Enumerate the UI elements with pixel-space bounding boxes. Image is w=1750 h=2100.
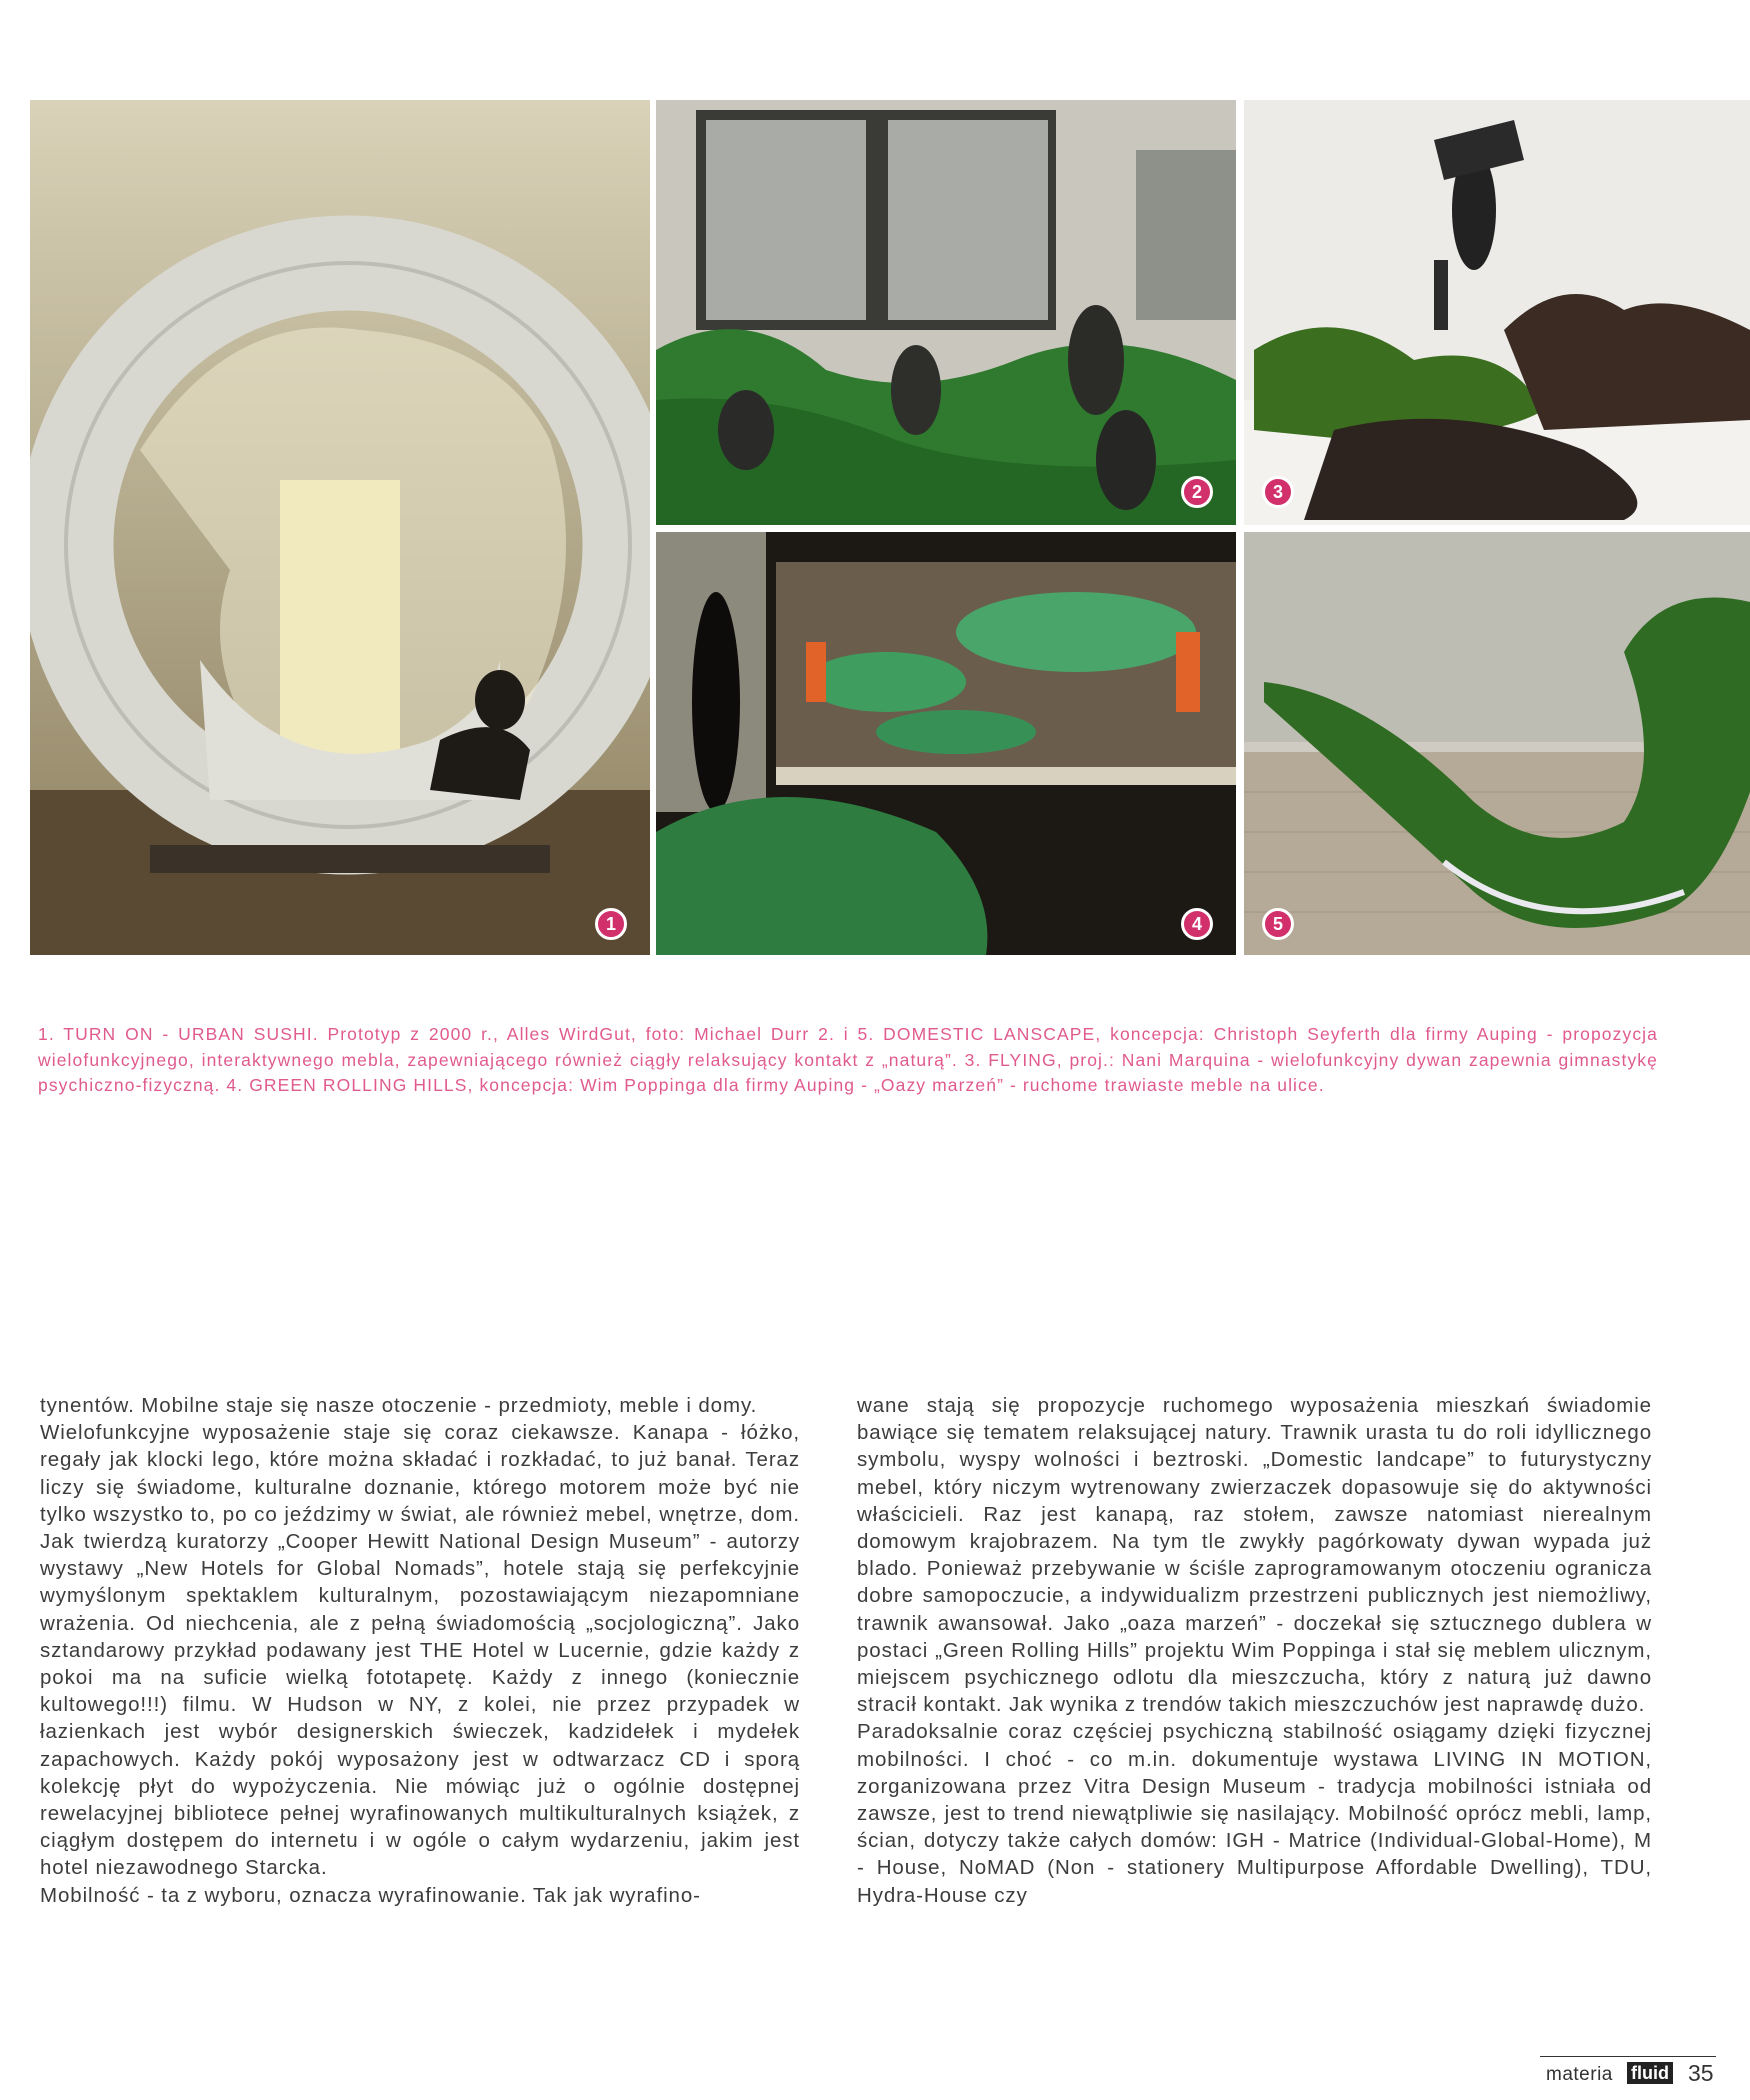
domestic-landscape-room-image [656, 100, 1236, 525]
urban-sushi-wheel-image [30, 100, 650, 955]
article-column-left [40, 1392, 800, 1909]
article-column-right [857, 1392, 1652, 1909]
paragraph: Wielofunkcyjne wyposażenie staje się coraz ciekawsze. Kanapa - łóżko, regały jak klocki lego, które można składać i rozkładać, to już banał. Teraz liczy się świadome, kulturalne doznanie, którego motorem może być nie tylko wszystko to, po co jeździmy w świat, ale również mebel, wnętrze, dom. Jak twierdzą kuratorzy „Cooper Hewitt National Design Museum” - autorzy wystawy „New Hotels for Global Nomads”, hotele stają się perfekcyjnie wymyślonym spektaklem kulturalnym, pozostawiającym niezapomniane wrażenia. Od niechcenia, ale z pełną świadomością „socjologiczną”. Jako sztandarowy przykład podawany jest THE Hotel w Lucernie, gdzie każdy z pokoi ma na suficie wielką fototapetę. Każdy z innego (koniecznie kultowego!!!) filmu. W Hudson w NY, z kolei, nie przez przypadek w łazienkach jest wybór designerskich świeczek, kadzidełek i mydełek zapachowych. Każdy pokój wyposażony jest w odtwarzacz CD i sporą kolekcję płyt do wypożyczenia. Nie mówiąc już o ogólnie dostępnej rewelacyjnej bibliotece pełnej wyrafinowanych multikulturalnych książek, z ciągłym dostępem do internetu i w ogóle o całym wydarzeniu, jakim jest hotel niezawodnego Starcka. [40, 1421, 800, 1880]
page-footer [1540, 2056, 1716, 2086]
paragraph: Paradoksalnie coraz częściej psychiczną stabilność osiągamy dzięki fizycznej mobilności. I choć - co m.in. dokumentuje wystawa LIVING IN MOTION, zorganizowana przez Vitra Design Museum - tradycja mobilności istniała od zawsze, jest to trend niewątpliwie się nasilający. Mobilność oprócz mebli, lamp, ścian, dotyczy także całych domów: IGH - Matrice (Individual-Global-Home), M - House, NoMAD (Non - stationery Multipurpose Affordable Dwelling), TDU, Hydra-House czy [857, 1720, 1652, 1907]
photo-caption: 1. TURN ON - URBAN SUSHI. Prototyp z 2000 r., Alles WirdGut, foto: Michael Durr 2. i 5. DOMESTIC LANSCAPE, koncepcja: Christoph Seyferth dla firmy Auping - propozycja wielofunkcyjnego, interaktywnego mebla, zapewniającego również ciągły relaksujący kontakt z „naturą”. 3. FLYING, proj.: Nani Marquina - wielofunkcyjny dywan zapewnia gimnastykę psychiczno-fizyczną. 4. GREEN ROLLING HILLS, koncepcja: Wim Poppinga dla firmy Auping - „Oazy marzeń” - ruchome trawiaste meble na ulice. [38, 1024, 1658, 1095]
magazine-logo-box: fluid [1627, 2062, 1673, 2084]
photo-number-badge: 1 [595, 908, 627, 940]
footer-rule [1540, 2056, 1716, 2057]
magazine-name: materia [1546, 2064, 1613, 2085]
paragraph: Mobilność - ta z wyboru, oznacza wyrafinowanie. Tak jak wyrafino- [40, 1883, 701, 1907]
photo-number-badge: 4 [1181, 908, 1213, 940]
paragraph: wane stają się propozycje ruchomego wyposażenia mieszkań świadomie bawiące się tematem relaksującej natury. Trawnik urasta tu do roli idyllicznego symbolu, wyspy wolności i beztroski. „Domestic landcape” to futurystyczny mebel, który niczym wytrenowany zwierzaczek dopasowuje się do aktywności właścicieli. Raz jest kanapą, raz stołem, zawsze natomiast nierealnym domowym krajobrazem. Na tym tle zwykły pagórkowaty dywan wypada już blado. Ponieważ przebywanie w ściśle zaprogramowanym otoczeniu ogranicza dobre samopoczucie, a indywidualizm przestrzeni publicznych jest niemożliwy, trawnik awansował. Jako „oaza marzeń” - doczekał się sztucznego dublera w postaci „Green Rolling Hills” projektu Wim Poppinga i stał się meblem ulicznym, miejscem psychicznego odlotu dla mieszczucha, który z naturą już dawno stracił kontakt. Jak wynika z trendów takich mieszczuchów jest naprawdę dużo. [857, 1394, 1652, 1717]
paragraph: tynentów. Mobilne staje się nasze otoczenie - przedmioty, meble i domy. [40, 1394, 758, 1417]
photo-number-badge: 2 [1181, 476, 1213, 508]
photo-number-badge: 5 [1262, 908, 1294, 940]
domestic-landscape-grass-image [1244, 532, 1750, 955]
green-rolling-hills-image [656, 532, 1236, 955]
flying-carpet-dancer-image [1244, 100, 1750, 525]
photo-number-badge: 3 [1262, 476, 1294, 508]
page-number: 35 [1688, 2060, 1714, 2086]
